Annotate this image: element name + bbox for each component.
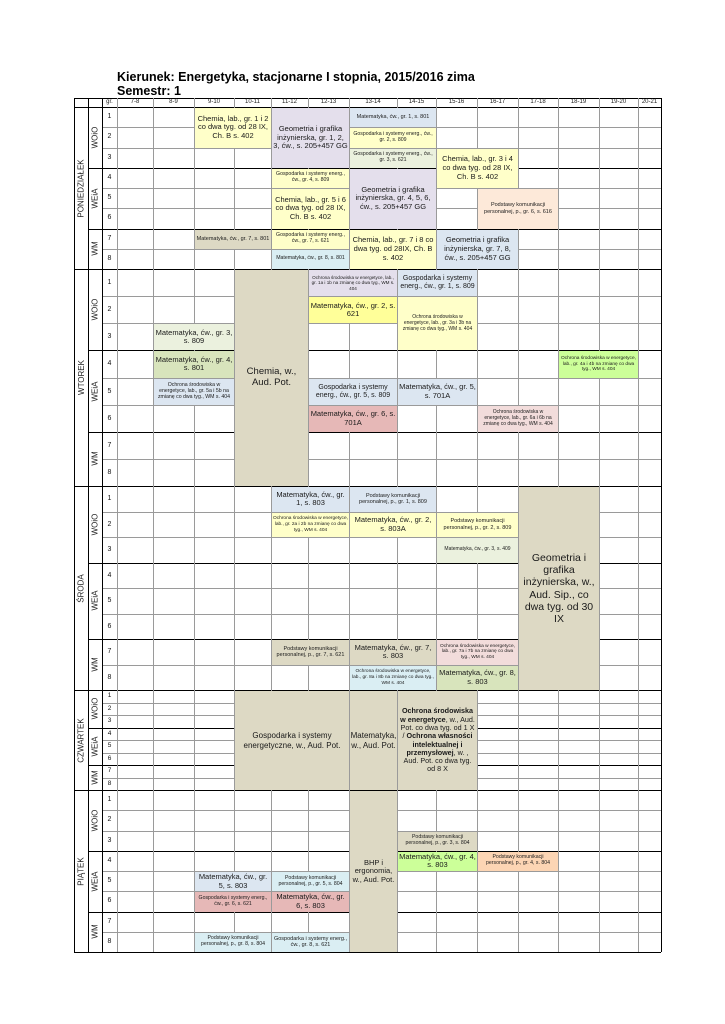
event-title-bold: Ochrona własności intelektualnej i przemysłowej: [406, 731, 473, 757]
group-label-text: WEiA: [90, 188, 100, 209]
row-number: 5: [107, 194, 112, 201]
row-number: 5: [107, 742, 112, 749]
event-matematyka-cw: [350, 640, 436, 665]
group-label-weia: [88, 728, 102, 766]
group-label-weia: [88, 563, 102, 640]
event-text: Geometria i grafika inżynierska, gr. 4, 5, 6, ćw., s. 205+457 GG: [355, 184, 431, 211]
event-komunikacja-p: [195, 933, 271, 952]
row-number: 3: [107, 836, 112, 844]
event-geometria-cw: [272, 108, 349, 168]
group-label-weia: [88, 168, 102, 229]
event-text: Ochrona środowiska w energetyce, lab., gr. 6a i 6b na zmianę co dwa tyg., WM s. 404: [483, 409, 553, 427]
event-text: Gospodarka i systemy energ., ćw., gr. 5, s. 809: [315, 383, 391, 399]
event-text: Gospodarka i systemy energ., ćw., gr. 2, s. 809: [353, 130, 433, 143]
event-komunikacja-p: [478, 189, 558, 229]
event-text: Gospodarka i systemy energetyczne, w., Aud. Pot.: [243, 731, 341, 750]
row-number: 8: [107, 779, 112, 787]
row-number: 1: [107, 495, 112, 502]
event-komunikacja-p: [437, 513, 518, 538]
group-label-text: WM: [90, 451, 100, 466]
day-label: [74, 269, 88, 486]
header-slot-10-11: 10-11: [245, 99, 260, 105]
row-number: 7: [107, 767, 112, 774]
row-number: 2: [107, 816, 112, 824]
row-number: 6: [107, 214, 112, 222]
event-matematyka-cw: [195, 230, 271, 249]
event-text: Matematyka, ćw., gr. 4, s. 801: [155, 354, 233, 373]
event-detail: , w. , Aud. Pot. co dwa tyg. od 8 X: [403, 747, 472, 774]
event-matematyka-cw: [154, 324, 234, 350]
group-label-wm: [88, 432, 102, 486]
group-label-weia: [88, 350, 102, 431]
group-label-woio: [88, 269, 102, 350]
event-gospodarka-cw: [309, 379, 397, 405]
group-label-woio: [88, 107, 102, 168]
event-gospodarka-cw: [350, 128, 436, 147]
event-text: Ochrona środowiska w energetyce, lab., gr. 1a i 1b na zmianę co dwa tyg., WM s. 404: [311, 275, 395, 291]
event-text: Podstawy komunikacji personalnej, p., gr. 1, s. 809: [359, 492, 427, 506]
header-slot-8-9: 8-9: [169, 99, 178, 105]
event-text: Podstawy komunikacji personalnej, p., gr. 5, s. 804: [278, 874, 343, 887]
event-ochrona-lab: [398, 297, 477, 350]
row-number: 2: [107, 704, 112, 712]
column-line: [638, 98, 639, 952]
event-chemia-lecture: [235, 270, 308, 486]
event-gospodarka-lecture: [235, 691, 349, 790]
event-text: Gospodarka i systemy energ., ćw., gr. 4, s. 809: [276, 171, 345, 184]
group-label-woio: [88, 790, 102, 851]
row-number: 4: [107, 571, 112, 579]
group-label-text: WOiO: [90, 513, 100, 536]
group-label-text: WM: [90, 657, 100, 672]
row-number: 5: [107, 387, 112, 395]
event-matematyka-cw: [437, 538, 518, 563]
event-text: BHP i ergonomia, w., Aud. Pot.: [352, 857, 395, 884]
group-label-text: WOiO: [90, 809, 100, 832]
row-number: 2: [107, 520, 112, 528]
event-text: Podstawy komunikacji personalnej, p., gr. 3, s. 804: [405, 834, 470, 847]
group-label-wm: [88, 639, 102, 690]
event-text: Matematyka, ćw., gr. 4, s. 803: [399, 851, 476, 870]
event-text: Matematyka, ćw., gr. 6, s. 701A: [310, 409, 396, 427]
event-text: Gospodarka i systemy energ., ćw., gr. 7, s. 621: [276, 232, 345, 245]
row-number: 7: [107, 234, 112, 242]
group-label-woio: [88, 486, 102, 563]
row-number: 4: [107, 360, 112, 368]
event-text: Matematyka, ćw., gr. 3, s. 409: [444, 546, 511, 553]
event-ochrona-lab: [478, 406, 558, 432]
header-slot-19-20: 19-20: [610, 99, 627, 105]
event-ochrona-lecture: [398, 691, 477, 790]
event-text: Gospodarka i systemy energ., ćw., gr. 8, s. 621: [273, 936, 348, 949]
event-gospodarka-cw: [272, 169, 349, 188]
column-line: [599, 98, 600, 952]
event-ochrona-lab: [559, 351, 638, 377]
event-text: Chemia, lab., gr. 5 i 6 co dwa tyg. od 28 IX, Ch. B s. 402: [275, 194, 346, 222]
header-slot-16-17: 16-17: [489, 99, 506, 105]
group-label-text: WOiO: [90, 697, 100, 720]
row-number: 7: [107, 648, 112, 655]
event-text: Matematyka, ćw., gr. 5, s. 803: [198, 872, 268, 890]
event-text: Matematyka, ćw., gr. 2, s. 621: [310, 300, 396, 319]
event-komunikacja-p: [398, 832, 477, 851]
day-label-text: PIĄTEK: [76, 856, 86, 886]
event-text: Gospodarka i systemy energ., ćw., gr. 6, s. 621: [198, 894, 268, 907]
event-geometria-lecture: [519, 487, 599, 690]
column-line: [661, 98, 662, 952]
column-line: [194, 98, 195, 952]
group-label-text: WM: [90, 924, 100, 939]
event-gospodarka-cw: [272, 933, 349, 952]
event-geometria-cw: [350, 169, 436, 229]
group-label-text: WM: [90, 770, 100, 785]
event-matematyka-cw: [350, 108, 436, 127]
event-text: Chemia, lab., gr. 1 i 2 co dwa tyg. od 28 IX, Ch. B s. 402: [197, 113, 269, 141]
event-text: Matematyka, ćw., gr. 5, s. 701A: [399, 381, 476, 400]
row-number: 1: [107, 692, 112, 699]
row-number: 2: [107, 133, 112, 141]
row-number: 8: [107, 937, 112, 945]
event-komunikacja-p: [478, 852, 558, 871]
event-chemia-lab: [272, 189, 349, 229]
event-text: Matematyka, ćw., gr. 6, s. 803: [276, 892, 345, 910]
event-text: Geometria i grafika inżynierska, gr. 7, 8, ćw., s. 205+457 GG: [444, 235, 511, 262]
event-gospodarka-cw: [398, 270, 477, 296]
header-slot-9-10: 9-10: [207, 99, 220, 105]
day-label-text: ŚRODA: [76, 573, 86, 603]
event-text: Ochrona środowiska w energetyce, lab., gr. 3a i 3b na zmianę co dwa tyg., WM s. 404: [402, 314, 473, 332]
event-ochrona-lab: [309, 270, 397, 296]
row-number: 6: [107, 622, 112, 630]
event-matematyka-cw: [154, 351, 234, 377]
group-label-text: WEiA: [90, 736, 100, 757]
group-label-wm: [88, 229, 102, 270]
event-text: Chemia, w., Aud. Pot.: [246, 366, 297, 388]
header-slot-7-8: 7-8: [130, 99, 140, 105]
row-line: [102, 459, 661, 460]
event-text: Geometria i grafika inżynierska, w., Aud. Sip., co dwa tyg. od 30 IX: [523, 552, 595, 625]
event-matematyka-cw: [398, 852, 477, 871]
day-label: [74, 486, 88, 690]
event-matematyka-cw: [309, 406, 397, 432]
group-label-text: WEiA: [90, 590, 100, 611]
row-number: 7: [107, 441, 112, 449]
event-text: Matematyka, ćw., gr. 7, s. 803: [354, 642, 432, 661]
row-number: 4: [107, 173, 112, 181]
row-number: 8: [107, 468, 112, 476]
event-komunikacja-p: [350, 487, 436, 512]
event-ochrona-lab: [437, 640, 518, 665]
event-chemia-lab: [195, 108, 271, 148]
event-text: Podstawy komunikacji personalnej, p., gr. 2, s. 809: [443, 518, 512, 531]
group-label-wm: [88, 765, 102, 790]
event-matematyka-cw: [350, 513, 436, 538]
event-bhp-lecture: [350, 791, 397, 952]
row-number: 3: [107, 546, 112, 553]
event-text: Matematyka, ćw., gr. 7, s. 801: [196, 235, 270, 242]
event-text: Matematyka, ćw., gr. 2, s. 803A: [354, 515, 432, 533]
day-label: [74, 107, 88, 269]
event-text: Podstawy komunikacji personalnej, p., gr. 4, s. 804: [485, 854, 551, 867]
event-text: Matematyka, ćw., gr. 3, s. 809: [155, 327, 233, 346]
semester-title: Semestr: 1: [117, 84, 181, 98]
group-separator: [88, 432, 661, 433]
event-text: Geometria i grafika inżynierska, gr. 1, 2, 3, ćw., s. 205+457 GG: [273, 123, 348, 151]
row-number: 6: [107, 754, 112, 762]
event-ochrona-lab: [154, 379, 234, 405]
event-matematyka-cw: [437, 666, 518, 691]
event-gospodarka-cw: [195, 892, 271, 911]
event-matematyka-cw: [272, 892, 349, 911]
event-text: Ochrona środowiska w energetyce, lab., gr. 4a i 4b na zmianę co dwa tyg., WM s. 404: [561, 356, 636, 373]
column-line: [234, 98, 235, 952]
event-text: Chemia, lab., gr. 3 i 4 co dwa tyg. od 28 IX, Ch. B s. 402: [442, 154, 513, 181]
event-matematyka-cw: [398, 379, 477, 405]
row-number: 1: [107, 279, 112, 286]
event-komunikacja-p: [272, 872, 349, 891]
event-text: Matematyka, ćw., gr. 1, s. 803: [276, 489, 345, 508]
row-number: 8: [107, 673, 112, 681]
event-gospodarka-cw: [272, 230, 349, 249]
group-label-text: WM: [90, 241, 100, 256]
header-slot-15-16: 15-16: [448, 99, 465, 105]
header-slot-20-21: 20-21: [641, 99, 658, 105]
group-label-text: WEiA: [90, 871, 100, 892]
row-number: 7: [107, 917, 112, 925]
program-title: Kierunek: Energetyka, stacjonarne I stopnia, 2015/2016 zima: [117, 70, 475, 84]
column-line: [153, 98, 154, 952]
group-label-woio: [88, 690, 102, 728]
event-text: Ochrona środowiska w energetyce, lab., gr. 2a i 2b na zmianę co dwa tyg., WM s. 404: [273, 516, 348, 533]
row-number: 1: [107, 113, 112, 120]
event-text: Podstawy komunikacji personalnej, p., gr. 6, s. 616: [484, 202, 552, 215]
row-number: 5: [107, 877, 112, 884]
day-label-text: PONIEDZIAŁEK: [76, 158, 86, 218]
day-label-text: CZWARTEK: [76, 717, 86, 763]
header-slot-18-19: 18-19: [570, 99, 587, 105]
group-label-text: WOiO: [90, 126, 100, 149]
header-gr: gr.: [106, 99, 113, 105]
day-label-text: WTOREK: [76, 360, 86, 395]
row-number: 3: [107, 153, 112, 161]
event-matematyka-cw: [309, 297, 397, 323]
event-text: Podstawy komunikacji personalnej, p., gr. 8, s. 804: [200, 935, 266, 948]
event-text: [399, 707, 476, 773]
header-slot-11-12: 11-12: [282, 99, 297, 105]
row-number: 5: [107, 597, 112, 604]
event-komunikacja-p: [272, 640, 349, 665]
row-number: 4: [107, 856, 112, 864]
event-matematyka-lecture: [350, 691, 397, 790]
header-slot-14-15: 14-15: [408, 99, 425, 105]
event-matematyka-cw: [272, 250, 349, 269]
event-text: Gospodarka i systemy energ., ćw., gr. 3, s. 621: [353, 151, 433, 164]
group-label-weia: [88, 851, 102, 912]
event-chemia-lab: [350, 230, 436, 270]
row-number: 3: [107, 717, 112, 724]
day-label: [74, 690, 88, 790]
event-text: Podstawy komunikacji personalnej, p., gr. 7, s. 621: [276, 645, 345, 659]
event-title-bold: Ochrona środowiska w energetyce: [400, 706, 474, 724]
event-text: Matematyka, ćw., gr. 8, s. 801: [276, 255, 345, 262]
group-label-text: WEiA: [90, 381, 100, 402]
event-ochrona-lab: [350, 666, 436, 691]
header-slot-12-13: 12-13: [320, 99, 337, 105]
event-gospodarka-cw: [350, 149, 436, 168]
event-detail: , w., Aud. Pot. co dwa tyg. od 1 X /: [400, 714, 475, 741]
row-number: 6: [107, 897, 112, 905]
event-matematyka-cw: [272, 487, 349, 512]
row-number: 4: [107, 729, 112, 737]
event-text: Gospodarka i systemy energ., ćw., gr. 1, s. 809: [400, 275, 475, 291]
event-text: Matematyka, ćw., gr. 1, s. 801: [356, 114, 430, 121]
column-line: [117, 98, 118, 952]
header-slot-17-18: 17-18: [530, 99, 546, 105]
row-number: 6: [107, 414, 112, 422]
row-number: 2: [107, 306, 112, 314]
group-label-text: WOiO: [90, 298, 100, 321]
event-ochrona-lab: [272, 513, 349, 538]
row-number: 3: [107, 333, 112, 341]
event-text: Ochrona środowiska w energetyce, lab., gr. 8a i 8b na zmianę co dwa tyg., WM s. 404: [352, 669, 434, 686]
event-text: Matematyka, w., Aud. Pot.: [350, 731, 397, 750]
day-label: [74, 790, 88, 952]
bottom-line: [74, 952, 661, 953]
row-number: 1: [107, 796, 112, 803]
header-slot-13-14: 13-14: [365, 99, 381, 105]
event-geometria-cw: [437, 230, 518, 270]
event-chemia-lab: [437, 149, 518, 189]
event-matematyka-cw: [195, 872, 271, 891]
event-text: Chemia, lab., gr. 7 i 8 co dwa tyg. od 28IX, Ch. B s. 402: [352, 235, 434, 262]
event-text: Matematyka, ćw., gr. 8, s. 803: [439, 668, 516, 686]
event-text: Ochrona środowiska w energetyce, lab., gr. 5a i 5b na zmianę co dwa tyg., WM s. 404: [157, 381, 231, 400]
event-text: Ochrona środowiska w energetyce, lab., gr. 7a i 7b na zmianę co dwa tyg., WM s. 404: [440, 643, 515, 660]
row-number: 8: [107, 254, 112, 262]
group-label-wm: [88, 912, 102, 953]
